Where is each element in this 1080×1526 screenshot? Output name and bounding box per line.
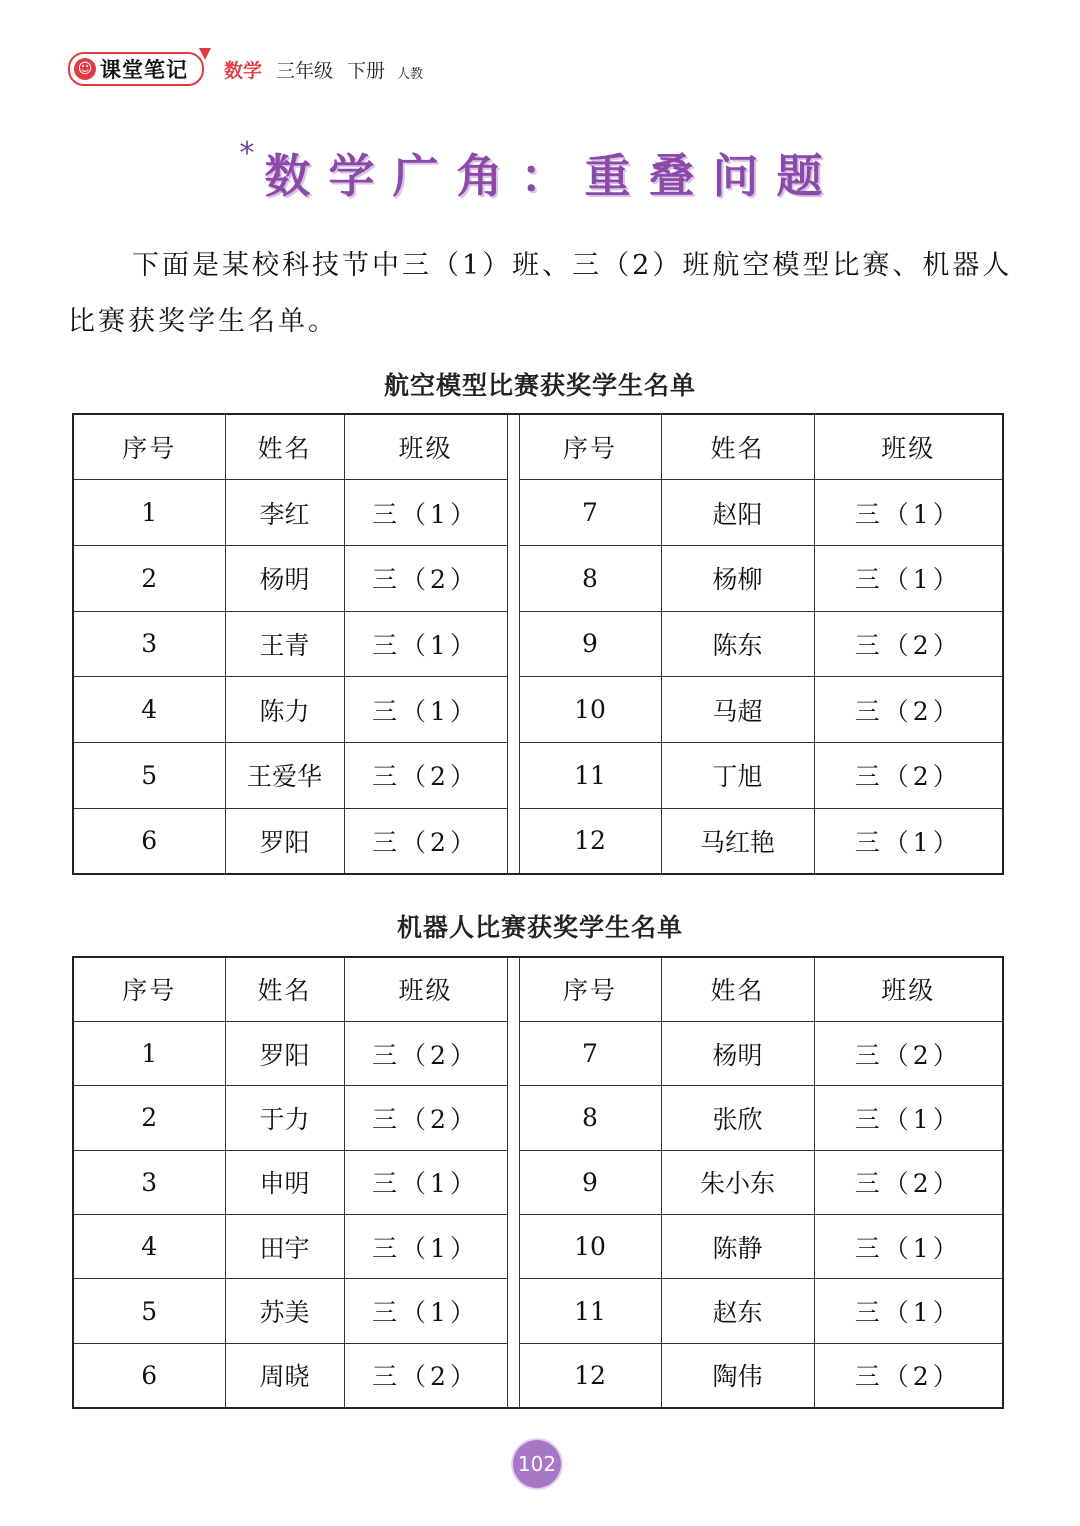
header-class: 班级 bbox=[814, 957, 1003, 1021]
cell-index: 9 bbox=[519, 1150, 661, 1214]
cell-class: 三（2） bbox=[814, 742, 1003, 808]
cell-name: 罗阳 bbox=[225, 1021, 344, 1085]
cell-index: 11 bbox=[519, 1279, 661, 1343]
column-divider bbox=[507, 957, 519, 1021]
cell-class: 三（2） bbox=[814, 1343, 1003, 1407]
cell-class: 三（2） bbox=[344, 1343, 507, 1407]
cell-class: 三（2） bbox=[814, 677, 1003, 743]
table-row bbox=[73, 1021, 1003, 1085]
cell-name: 杨柳 bbox=[661, 545, 814, 611]
cell-index: 2 bbox=[73, 1086, 225, 1150]
header-name: 姓名 bbox=[661, 414, 814, 480]
cell-name: 赵东 bbox=[661, 1279, 814, 1343]
table-row bbox=[73, 1279, 1003, 1343]
table-header-row bbox=[73, 957, 1003, 1021]
cell-name: 杨明 bbox=[225, 545, 344, 611]
cell-name: 苏美 bbox=[225, 1279, 344, 1343]
cell-index: 8 bbox=[519, 1086, 661, 1150]
cell-name: 陶伟 bbox=[661, 1343, 814, 1407]
robot-award-table bbox=[72, 956, 1004, 1409]
cell-name: 马红艳 bbox=[661, 808, 814, 874]
cell-index: 11 bbox=[519, 742, 661, 808]
cell-class: 三（1） bbox=[344, 1279, 507, 1343]
publisher-label: 人教 bbox=[397, 66, 424, 82]
cell-class: 三（1） bbox=[344, 1150, 507, 1214]
table-row bbox=[73, 808, 1003, 874]
cell-class: 三（1） bbox=[344, 480, 507, 546]
column-divider bbox=[507, 414, 519, 480]
column-divider bbox=[507, 1086, 519, 1150]
page-header bbox=[68, 52, 423, 86]
cell-index: 10 bbox=[519, 677, 661, 743]
header-class: 班级 bbox=[344, 414, 507, 480]
cell-index: 5 bbox=[73, 1279, 225, 1343]
cell-name: 王青 bbox=[225, 611, 344, 677]
cell-class: 三（2） bbox=[344, 1086, 507, 1150]
cell-class: 三（2） bbox=[344, 742, 507, 808]
table-row bbox=[73, 677, 1003, 743]
cell-class: 三（1） bbox=[814, 480, 1003, 546]
cell-index: 12 bbox=[519, 1343, 661, 1407]
cell-class: 三（1） bbox=[814, 808, 1003, 874]
subject-label: 数学 bbox=[224, 59, 263, 82]
cell-index: 3 bbox=[73, 1150, 225, 1214]
column-divider bbox=[507, 1215, 519, 1279]
cell-class: 三（2） bbox=[344, 808, 507, 874]
cell-index: 5 bbox=[73, 742, 225, 808]
table-row bbox=[73, 742, 1003, 808]
cell-class: 三（2） bbox=[344, 1021, 507, 1085]
cell-class: 三（1） bbox=[814, 1086, 1003, 1150]
volume-label: 下册 bbox=[347, 59, 386, 82]
cell-class: 三（2） bbox=[814, 611, 1003, 677]
cell-name: 王爱华 bbox=[225, 742, 344, 808]
smile-icon: ☺ bbox=[74, 58, 96, 80]
cell-class: 三（1） bbox=[344, 1215, 507, 1279]
column-divider bbox=[507, 677, 519, 743]
cell-class: 三（1） bbox=[814, 545, 1003, 611]
page-number-badge: 102 bbox=[513, 1440, 561, 1488]
cell-name: 丁旭 bbox=[661, 742, 814, 808]
cell-name: 陈静 bbox=[661, 1215, 814, 1279]
cell-index: 12 bbox=[519, 808, 661, 874]
aviation-award-table bbox=[72, 413, 1004, 875]
cell-index: 7 bbox=[519, 1021, 661, 1085]
cell-index: 6 bbox=[73, 808, 225, 874]
cell-index: 1 bbox=[73, 1021, 225, 1085]
table-row bbox=[73, 1150, 1003, 1214]
column-divider bbox=[507, 742, 519, 808]
header-index: 序号 bbox=[73, 957, 225, 1021]
cell-name: 朱小东 bbox=[661, 1150, 814, 1214]
header-index: 序号 bbox=[73, 414, 225, 480]
cell-index: 3 bbox=[73, 611, 225, 677]
cell-name: 申明 bbox=[225, 1150, 344, 1214]
cell-class: 三（2） bbox=[344, 545, 507, 611]
cell-index: 4 bbox=[73, 677, 225, 743]
table-title-aviation: 航空模型比赛获奖学生名单 bbox=[383, 371, 696, 400]
brand-logo bbox=[68, 52, 204, 86]
cell-name: 周晓 bbox=[225, 1343, 344, 1407]
cell-name: 田宇 bbox=[225, 1215, 344, 1279]
cell-name: 陈东 bbox=[661, 611, 814, 677]
cell-index: 1 bbox=[73, 480, 225, 546]
header-class: 班级 bbox=[344, 957, 507, 1021]
cell-name: 张欣 bbox=[661, 1086, 814, 1150]
table-row bbox=[73, 1086, 1003, 1150]
column-divider bbox=[507, 480, 519, 546]
cell-index: 2 bbox=[73, 545, 225, 611]
page-title bbox=[0, 136, 1080, 206]
column-divider bbox=[507, 1279, 519, 1343]
column-divider bbox=[507, 808, 519, 874]
table-row bbox=[73, 1215, 1003, 1279]
cell-class: 三（2） bbox=[814, 1150, 1003, 1214]
table-row bbox=[73, 480, 1003, 546]
cell-class: 三（1） bbox=[344, 677, 507, 743]
cell-class: 三（1） bbox=[814, 1215, 1003, 1279]
cell-name: 赵阳 bbox=[661, 480, 814, 546]
cell-index: 7 bbox=[519, 480, 661, 546]
column-divider bbox=[507, 545, 519, 611]
table-row bbox=[73, 1343, 1003, 1407]
cell-index: 4 bbox=[73, 1215, 225, 1279]
cell-name: 陈力 bbox=[225, 677, 344, 743]
cell-name: 李红 bbox=[225, 480, 344, 546]
cell-index: 8 bbox=[519, 545, 661, 611]
header-name: 姓名 bbox=[661, 957, 814, 1021]
brand-name: 课堂笔记 bbox=[100, 58, 188, 82]
table-header-row bbox=[73, 414, 1003, 480]
table-title-robot: 机器人比赛获奖学生名单 bbox=[396, 913, 683, 942]
cell-name: 于力 bbox=[225, 1086, 344, 1150]
header-index: 序号 bbox=[519, 957, 661, 1021]
header-name: 姓名 bbox=[225, 957, 344, 1021]
cell-class: 三（1） bbox=[814, 1279, 1003, 1343]
cell-name: 马超 bbox=[661, 677, 814, 743]
header-class: 班级 bbox=[814, 414, 1003, 480]
cell-name: 罗阳 bbox=[225, 808, 344, 874]
grade-label: 三年级 bbox=[276, 59, 334, 82]
intro-paragraph: 下面是某校科技节中三（1）班、三（2）班航空模型比赛、机器人比赛获奖学生名单。 bbox=[68, 250, 1013, 337]
cell-name: 杨明 bbox=[661, 1021, 814, 1085]
cell-index: 9 bbox=[519, 611, 661, 677]
table-row bbox=[73, 545, 1003, 611]
cell-class: 三（2） bbox=[814, 1021, 1003, 1085]
column-divider bbox=[507, 1343, 519, 1407]
cell-index: 6 bbox=[73, 1343, 225, 1407]
header-index: 序号 bbox=[519, 414, 661, 480]
flag-icon bbox=[199, 48, 211, 60]
title-text: 数学广角：重叠问题 bbox=[264, 149, 841, 203]
header-name: 姓名 bbox=[225, 414, 344, 480]
column-divider bbox=[507, 1150, 519, 1214]
cell-index: 10 bbox=[519, 1215, 661, 1279]
column-divider bbox=[507, 1021, 519, 1085]
table-row bbox=[73, 611, 1003, 677]
asterisk-icon: * bbox=[239, 136, 255, 171]
cell-class: 三（1） bbox=[344, 611, 507, 677]
column-divider bbox=[507, 611, 519, 677]
